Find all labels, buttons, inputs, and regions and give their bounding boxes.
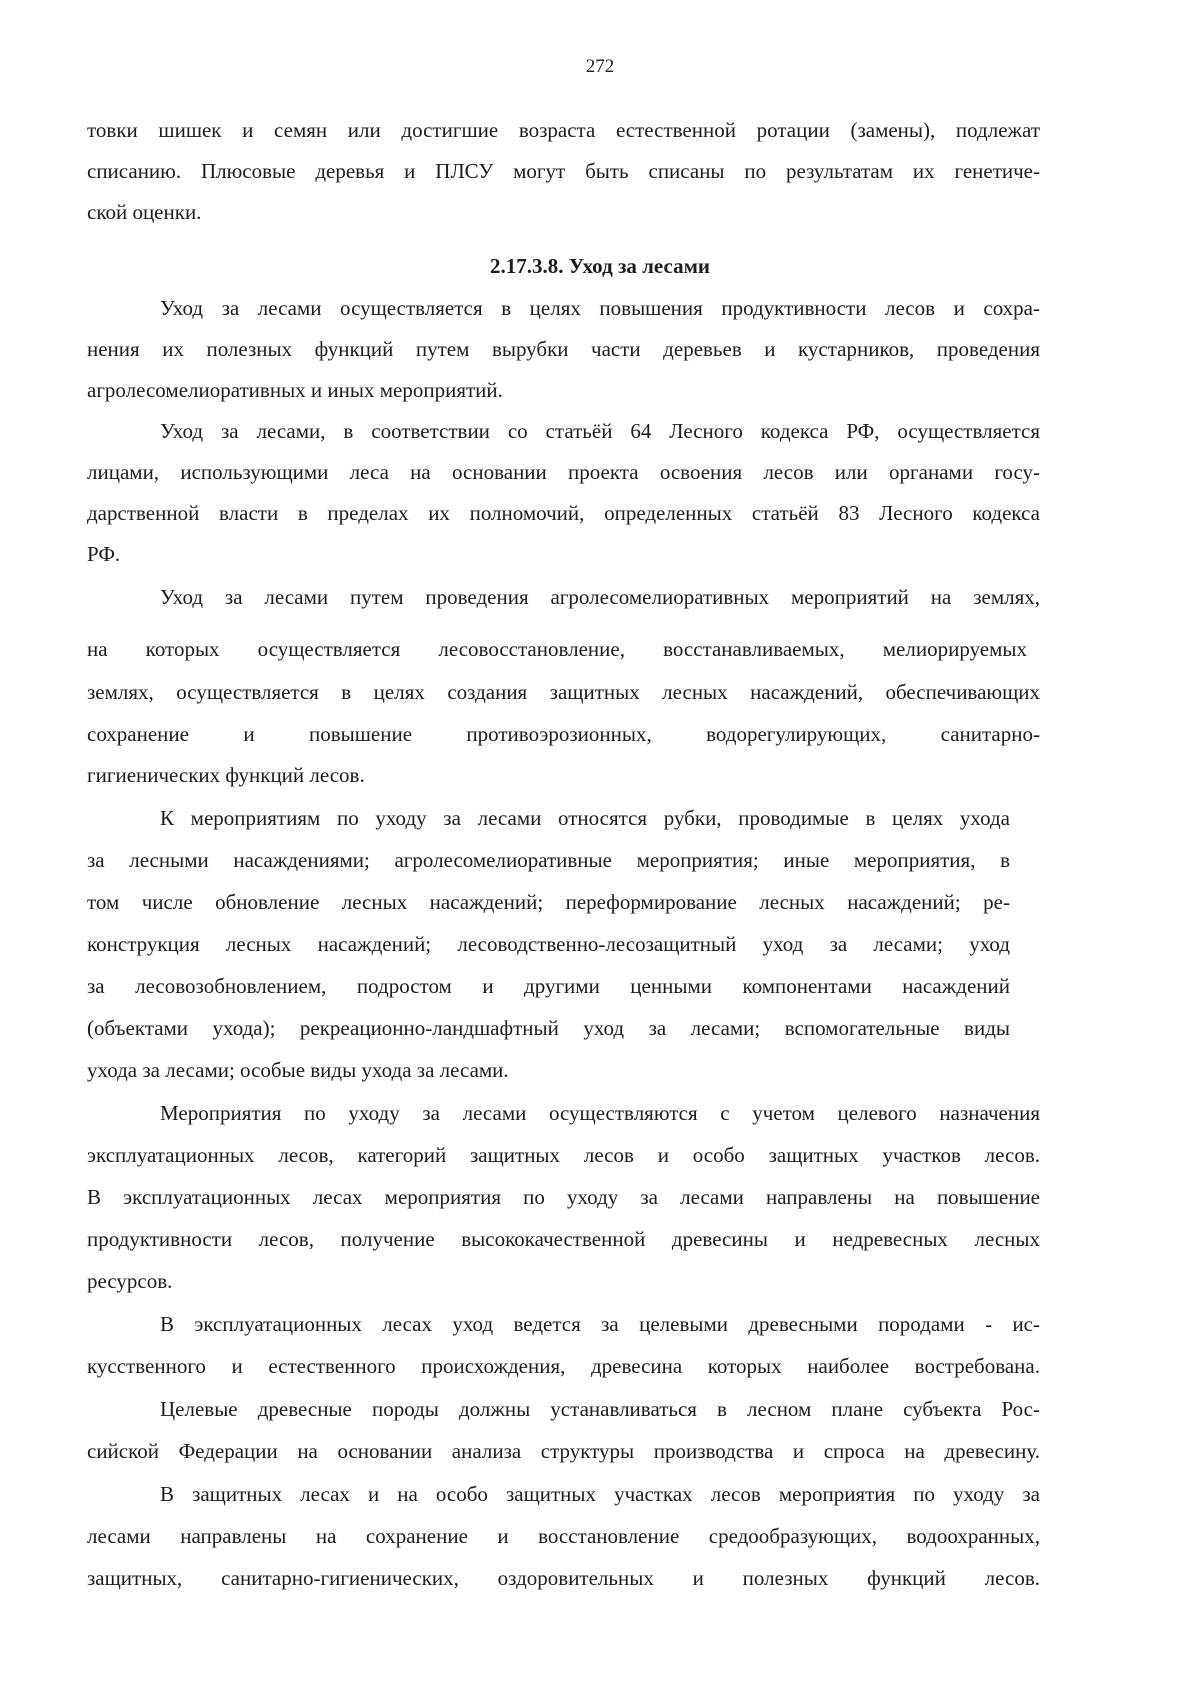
section-heading: 2.17.3.8. Уход за лесами	[490, 254, 710, 278]
text-line: Уход за лесами путем проведения агролесомелиоративных мероприятий на землях,	[160, 585, 1040, 609]
text-line: землях, осуществляется в целях создания защитных лесных насаждений, обеспечивающих	[87, 680, 1040, 704]
text-line: ской оценки.	[87, 200, 202, 224]
text-line: В эксплуатационных лесах мероприятия по уходу за лесами направлены на повышение	[87, 1185, 1040, 1209]
text-line: лесами направлены на сохранение и восстановление средообразующих, водоохранных,	[87, 1524, 1040, 1548]
text-line: том числе обновление лесных насаждений; переформирование лесных насаждений; ре-	[87, 890, 1010, 914]
page-number: 272	[585, 56, 615, 77]
text-line: ухода за лесами; особые виды ухода за лесами.	[87, 1058, 509, 1082]
text-line: за лесными насаждениями; агролесомелиоративные мероприятия; иные мероприятия, в	[87, 848, 1010, 872]
text-line: кусственного и естественного происхождения, древесина которых наиболее востребована.	[87, 1354, 1040, 1378]
text-line: РФ.	[87, 542, 121, 566]
text-line: нения их полезных функций путем вырубки части деревьев и кустарников, проведения	[87, 337, 1040, 361]
text-line: ресурсов.	[87, 1269, 173, 1293]
text-line: (объектами ухода); рекреационно-ландшафтный уход за лесами; вспомогательные виды	[87, 1016, 1010, 1040]
text-line: лицами, использующими леса на основании проекта освоения лесов или органами госу-	[87, 460, 1040, 484]
text-line: Уход за лесами осуществляется в целях повышения продуктивности лесов и сохра-	[160, 296, 1040, 320]
text-line: дарственной власти в пределах их полномочий, определенных статьёй 83 Лесного кодекса	[87, 501, 1040, 525]
text-line: Целевые древесные породы должны устанавливаться в лесном плане субъекта Рос-	[160, 1397, 1040, 1421]
text-line: сийской Федерации на основании анализа структуры производства и спроса на древесину.	[87, 1439, 1040, 1463]
text-line: гигиенических функций лесов.	[87, 763, 365, 787]
text-line: конструкция лесных насаждений; лесоводственно-лесозащитный уход за лесами; уход	[87, 932, 1010, 956]
text-line: В эксплуатационных лесах уход ведется за целевыми древесными породами - ис-	[160, 1312, 1040, 1336]
text-line: списанию. Плюсовые деревья и ПЛСУ могут быть списаны по результатам их генетиче-	[87, 159, 1040, 183]
text-line: Мероприятия по уходу за лесами осуществляются с учетом целевого назначения	[160, 1101, 1040, 1125]
text-line: эксплуатационных лесов, категорий защитных лесов и особо защитных участков лесов.	[87, 1143, 1040, 1167]
text-line: сохранение и повышение противоэрозионных, водорегулирующих, санитарно-	[87, 722, 1040, 746]
text-line: продуктивности лесов, получение высококачественной древесины и недревесных лесных	[87, 1227, 1040, 1251]
text-line: за лесовозобновлением, подростом и другими ценными компонентами насаждений	[87, 974, 1010, 998]
text-line: агролесомелиоративных и иных мероприятий.	[87, 378, 503, 402]
text-line: на которых осуществляется лесовосстановление, восстанавливаемых, мелиорируемых	[87, 637, 1027, 661]
text-line: К мероприятиям по уходу за лесами относятся рубки, проводимые в целях ухода	[160, 806, 1010, 830]
text-line: Уход за лесами, в соответствии со статьёй 64 Лесного кодекса РФ, осуществляется	[160, 419, 1040, 443]
text-line: В защитных лесах и на особо защитных участках лесов мероприятия по уходу за	[160, 1482, 1040, 1506]
text-line: защитных, санитарно-гигиенических, оздоровительных и полезных функций лесов.	[87, 1566, 1040, 1590]
text-line: товки шишек и семян или достигшие возраста естественной ротации (замены), подлежат	[87, 118, 1040, 142]
